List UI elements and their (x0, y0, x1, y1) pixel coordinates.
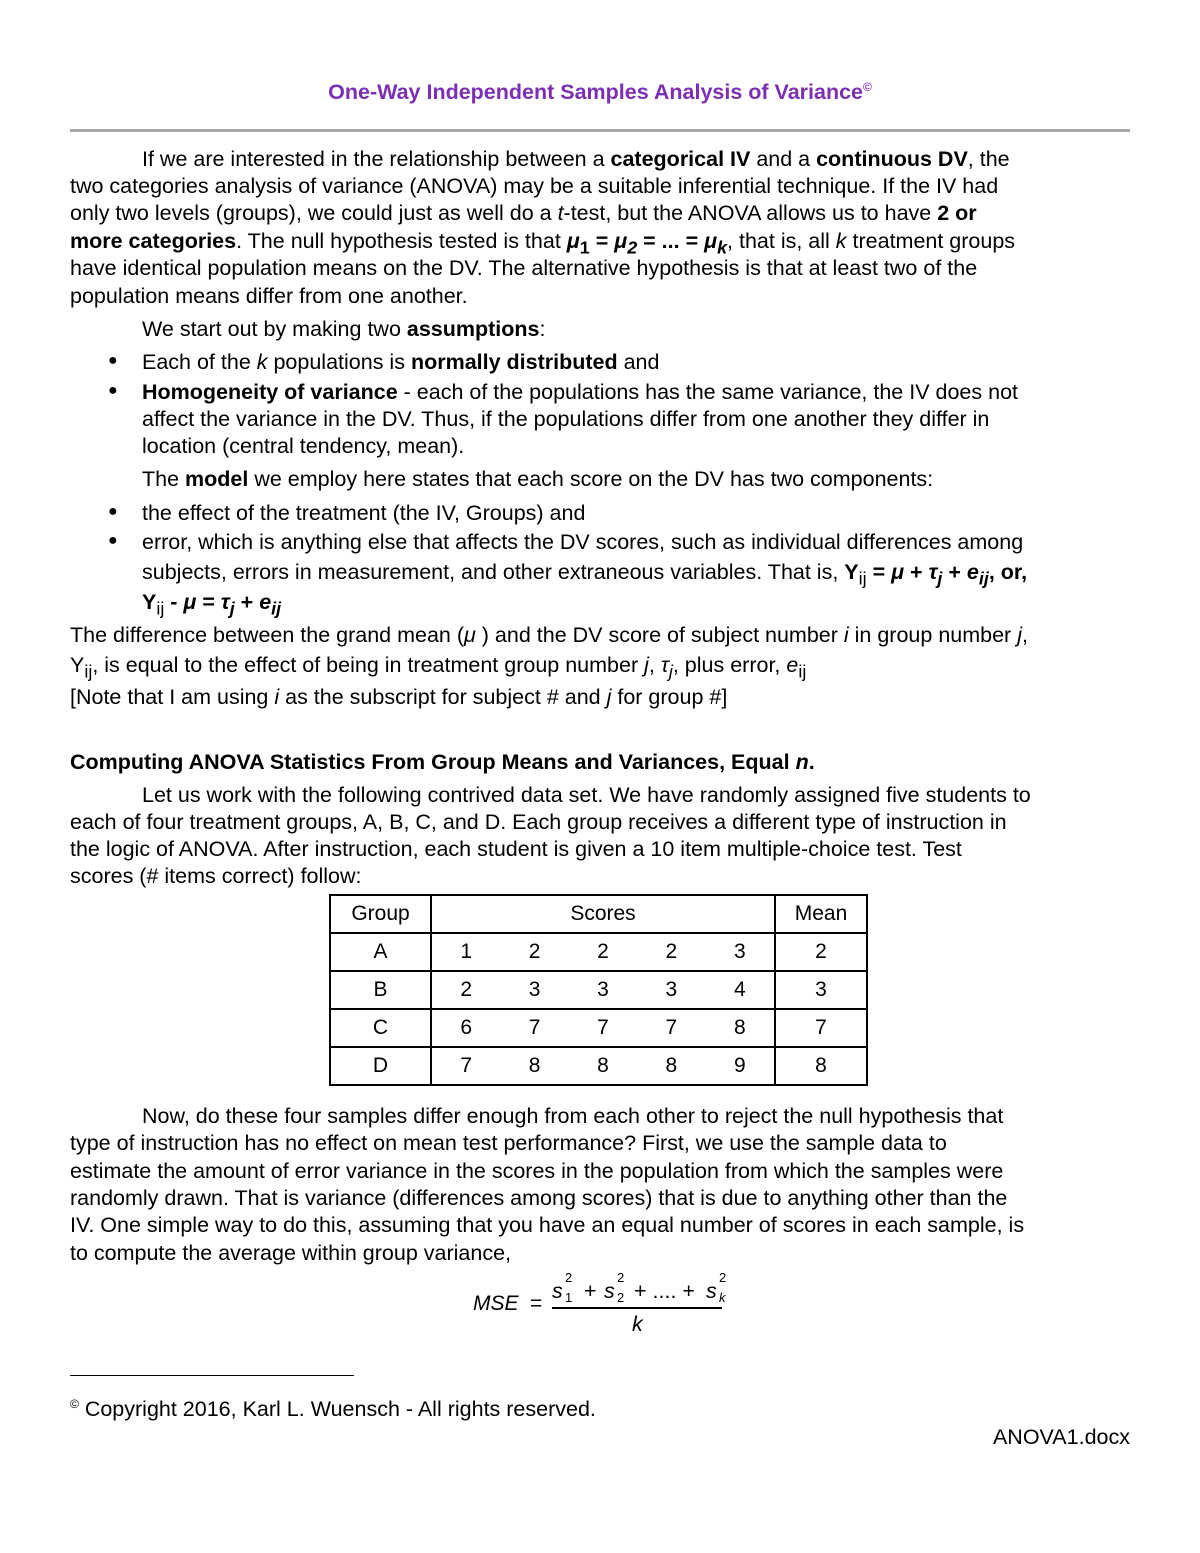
model-intro: The model we employ here states that each score on the DV has two components: (142, 467, 934, 491)
header-mean: Mean (775, 895, 867, 933)
score-cell: 2 (637, 933, 705, 971)
table-row (330, 933, 867, 971)
assumption-homogeneity-line-1: Homogeneity of variance - each of the populations has the same variance, the IV does not (142, 380, 1018, 404)
assumption-homogeneity-line-3: location (central tendency, mean). (142, 434, 465, 458)
mse-label: MSE (473, 1292, 519, 1315)
score-cell: 3 (637, 971, 705, 1009)
dataset-line-1: Let us work with the following contrived data set. We have randomly assigned five students to (142, 783, 1031, 807)
bullet-icon: ● (108, 382, 118, 399)
assumption-homogeneity-line-2: affect the variance in the DV. Thus, if the populations differ from one another they differ in (142, 407, 990, 431)
intro-line-4: more categories. The null hypothesis tested is that $\mu_1 = \mu_2$ = ... = $\mu_k$, that is, all k treatment groups (70, 229, 1016, 258)
score-cell: 3 (569, 971, 637, 1009)
intro-line-2: two categories analysis of variance (ANOVA) may be a suitable inferential technique. If the IV had (70, 174, 999, 198)
score-cell: 3 (500, 971, 568, 1009)
bullet-icon: ● (108, 532, 118, 549)
intro-line-1: If we are interested in the relationship between a categorical IV and a continuous DV, the (142, 147, 1010, 171)
score-cell: 7 (637, 1009, 705, 1047)
question-line-4: randomly drawn. That is variance (differences among scores) that is due to anything other than the (70, 1186, 1008, 1210)
score-cell: 7 (500, 1009, 568, 1047)
score-cell: 8 (637, 1047, 705, 1085)
copyright-mark-icon: © (70, 1397, 79, 1411)
score-cell: 8 (500, 1047, 568, 1085)
intro-line-6: population means differ from one another. (70, 284, 468, 308)
score-cell: 8 (706, 1009, 775, 1047)
model-component-treatment: the effect of the treatment (the IV, Groups) and (142, 501, 586, 525)
assumptions-intro: We start out by making two assumptions: (142, 317, 546, 341)
group-cell: B (330, 971, 431, 1009)
score-cell: 6 (431, 1009, 500, 1047)
header-group: Group (330, 895, 431, 933)
assumption-normality: Each of the k populations is normally distributed and (142, 350, 660, 374)
section-heading: Computing ANOVA Statistics From Group Means and Variances, Equal n. (70, 750, 815, 774)
question-line-5: IV. One simple way to do this, assuming that you have an equal number of scores in each sample, is (70, 1213, 1025, 1237)
mean-cell: 7 (775, 1009, 867, 1047)
question-line-3: estimate the amount of error variance in the scores in the population from which the samples were (70, 1159, 1004, 1183)
score-cell: 3 (706, 933, 775, 971)
model-equation-alt: $Y_{ij} - \mu = \tau_j + e_{ij}$ (142, 590, 282, 619)
table-header-row (330, 895, 867, 933)
table-row (330, 971, 867, 1009)
footnote: © Copyright 2016, Karl L. Wuensch - All rights reserved. (70, 1397, 596, 1422)
mse-formula (470, 1272, 730, 1342)
copyright-mark-icon: © (863, 80, 872, 94)
bullet-icon: ● (108, 503, 118, 520)
score-cell: 7 (569, 1009, 637, 1047)
score-cell: 9 (706, 1047, 775, 1085)
score-cell: 8 (569, 1047, 637, 1085)
filename: ANOVA1.docx (992, 1425, 1130, 1449)
header-scores: Scores (431, 895, 775, 933)
footnote-rule (70, 1375, 354, 1376)
bullet-icon: ● (108, 352, 118, 369)
group-cell: A (330, 933, 431, 971)
dataset-line-3: the logic of ANOVA. After instruction, each student is given a 10 item multiple-choice test. Test (70, 837, 962, 861)
model-component-error-line-1: error, which is anything else that affects the DV scores, such as individual differences among (142, 530, 1024, 554)
table-row (330, 1047, 867, 1085)
question-line-6: to compute the average within group variance, (70, 1241, 512, 1265)
dataset-line-2: each of four treatment groups, A, B, C, and D. Each group receives a different type of instruction in (70, 810, 1007, 834)
difference-line-1: The difference between the grand mean (μ ) and the DV score of subject number i in group number j, (70, 623, 1028, 647)
group-cell: D (330, 1047, 431, 1085)
title-text: One-Way Independent Samples Analysis of Variance (328, 80, 864, 105)
score-cell: 4 (706, 971, 775, 1009)
score-cell: 2 (569, 933, 637, 971)
model-component-error-line-2: subjects, errors in measurement, and other extraneous variables. That is, $Y_{ij} = \mu + \tau_j + e_{ij}$, or, (142, 560, 1028, 589)
scores-table (329, 894, 868, 1086)
mean-cell: 2 (775, 933, 867, 971)
dataset-line-4: scores (# items correct) follow: (70, 864, 362, 888)
formula-denominator: k (632, 1312, 643, 1336)
difference-line-2: $Y_{ij}$, is equal to the effect of being in treatment group number j, $\tau_j$, plus error, $e_{ij}$ (70, 653, 807, 682)
table-row (330, 1009, 867, 1047)
score-cell: 2 (431, 971, 500, 1009)
question-line-1: Now, do these four samples differ enough from each other to reject the null hypothesis that (142, 1104, 1004, 1128)
mean-cell: 8 (775, 1047, 867, 1085)
score-cell: 7 (431, 1047, 500, 1085)
document-title (0, 80, 1200, 105)
mean-cell: 3 (775, 971, 867, 1009)
intro-line-3: only two levels (groups), we could just as well do a t-test, but the ANOVA allows us to have 2 or (70, 201, 977, 225)
equals-sign: = (530, 1292, 543, 1315)
score-cell: 2 (500, 933, 568, 971)
score-cell: 1 (431, 933, 500, 971)
subscript-note: [Note that I am using i as the subscript for subject # and j for group #] (70, 685, 728, 709)
formula-numerator: s 2 1 + s 2 2 + .... + s 2 k (552, 1270, 727, 1305)
fraction-bar (552, 1307, 722, 1309)
intro-line-5: have identical population means on the DV. The alternative hypothesis is that at least two of the (70, 256, 978, 280)
group-cell: C (330, 1009, 431, 1047)
question-line-2: type of instruction has no effect on mean test performance? First, we use the sample data to (70, 1131, 947, 1155)
title-rule (70, 129, 1130, 132)
